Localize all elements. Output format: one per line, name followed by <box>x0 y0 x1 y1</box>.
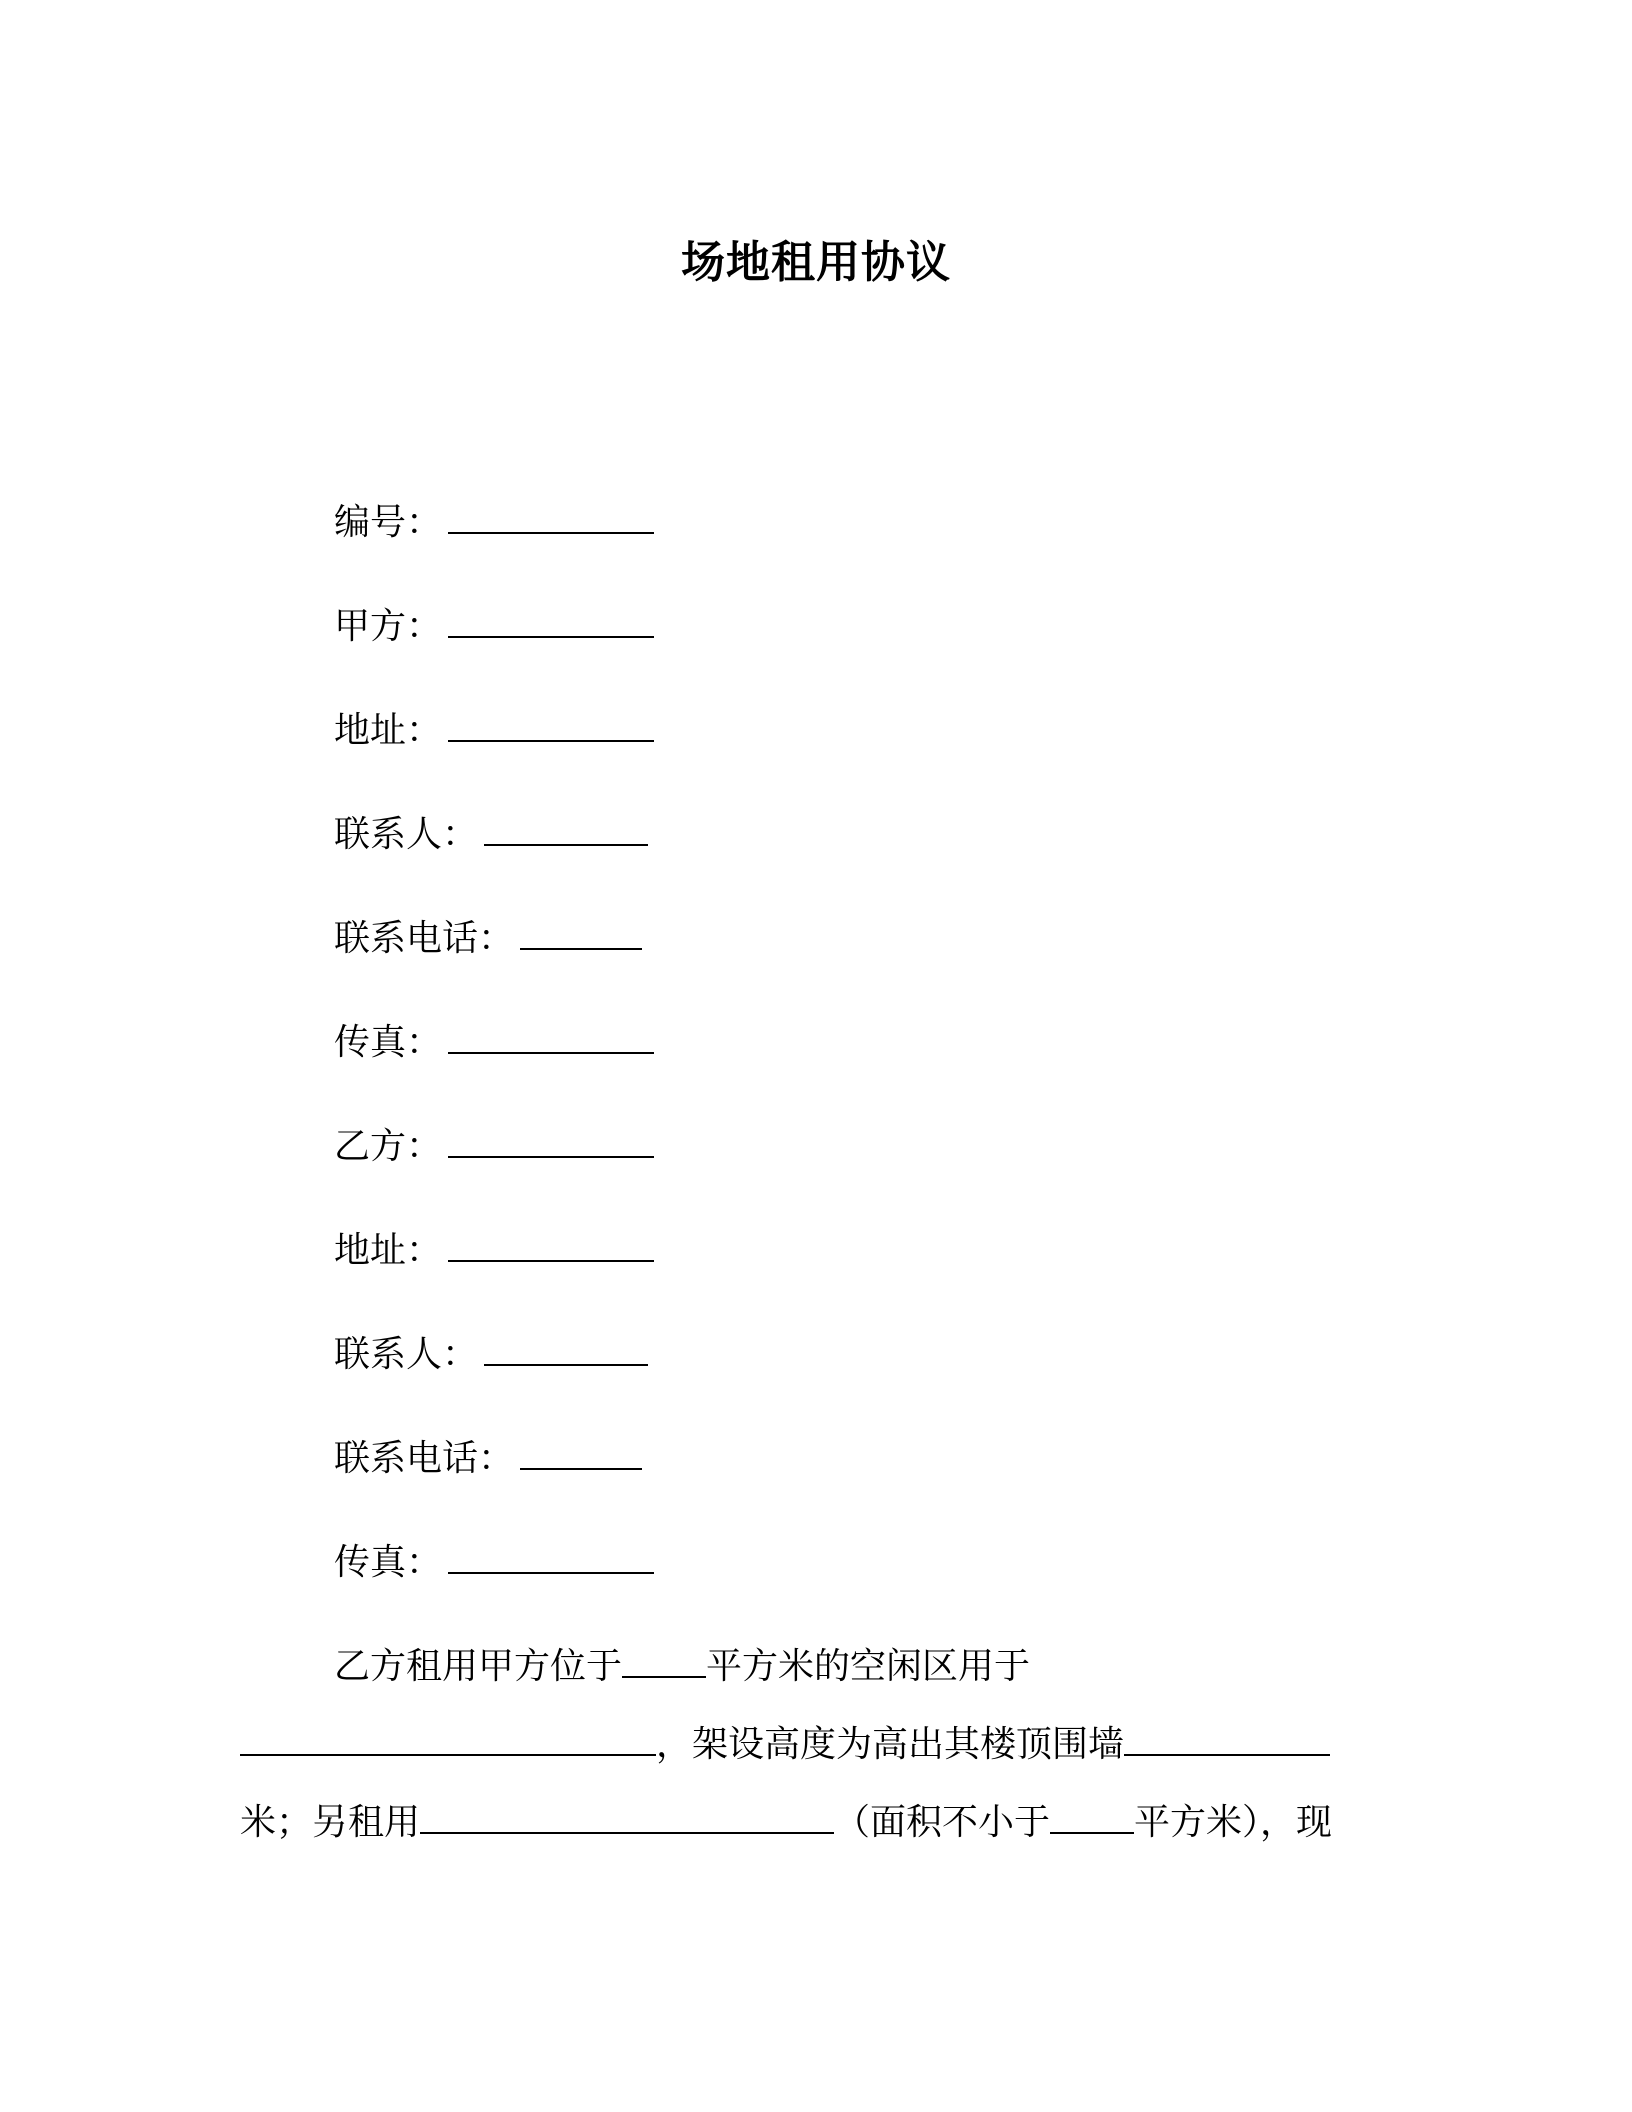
paragraph-text: 乙方租用甲方位于 <box>334 1646 623 1687</box>
field-number <box>334 498 654 543</box>
blank-line[interactable] <box>448 1226 654 1262</box>
field-phone-a <box>334 914 642 959</box>
field-label: 传真： <box>334 1542 443 1583</box>
paragraph-text: 米；另租用 <box>240 1802 421 1843</box>
blank-line[interactable] <box>520 914 642 950</box>
document-title: 场地租用协议 <box>681 237 951 288</box>
blank-line[interactable] <box>1050 1798 1134 1834</box>
blank-line[interactable] <box>520 1434 642 1470</box>
field-address-a <box>334 706 654 751</box>
paragraph-text: 平方米的空闲区用于 <box>706 1646 1031 1687</box>
paragraph-line-1 <box>334 1642 1030 1687</box>
field-label: 地址： <box>334 1230 443 1271</box>
blank-line[interactable] <box>448 1538 654 1574</box>
field-label: 联系电话： <box>334 1438 515 1479</box>
field-contact-a <box>334 810 648 855</box>
field-label: 联系人： <box>334 814 479 855</box>
blank-line[interactable] <box>448 498 654 534</box>
field-party-a <box>334 602 654 647</box>
blank-line[interactable] <box>484 810 648 846</box>
field-label: 联系电话： <box>334 918 515 959</box>
blank-line[interactable] <box>240 1720 656 1756</box>
blank-line[interactable] <box>484 1330 648 1366</box>
field-phone-b <box>334 1434 642 1479</box>
paragraph-line-3 <box>240 1798 1332 1843</box>
blank-line[interactable] <box>448 1122 654 1158</box>
field-party-b <box>334 1122 654 1167</box>
field-label: 地址： <box>334 710 443 751</box>
paragraph-line-2 <box>240 1720 1330 1765</box>
paragraph-text: （面积不小于 <box>834 1802 1051 1843</box>
field-label: 乙方： <box>334 1126 443 1167</box>
blank-line[interactable] <box>420 1798 834 1834</box>
field-contact-b <box>334 1330 648 1375</box>
field-address-b <box>334 1226 654 1271</box>
blank-line[interactable] <box>622 1642 706 1678</box>
field-label: 编号： <box>334 502 443 543</box>
paragraph-text: ，架设高度为高出其楼顶围墙 <box>656 1724 1125 1765</box>
blank-line[interactable] <box>448 706 654 742</box>
field-label: 甲方： <box>334 606 443 647</box>
field-label: 联系人： <box>334 1334 479 1375</box>
field-fax-a <box>334 1018 654 1063</box>
paragraph-text: 平方米），现 <box>1134 1802 1333 1843</box>
blank-line[interactable] <box>448 1018 654 1054</box>
field-fax-b <box>334 1538 654 1583</box>
blank-line[interactable] <box>448 602 654 638</box>
field-label: 传真： <box>334 1022 443 1063</box>
blank-line[interactable] <box>1124 1720 1330 1756</box>
